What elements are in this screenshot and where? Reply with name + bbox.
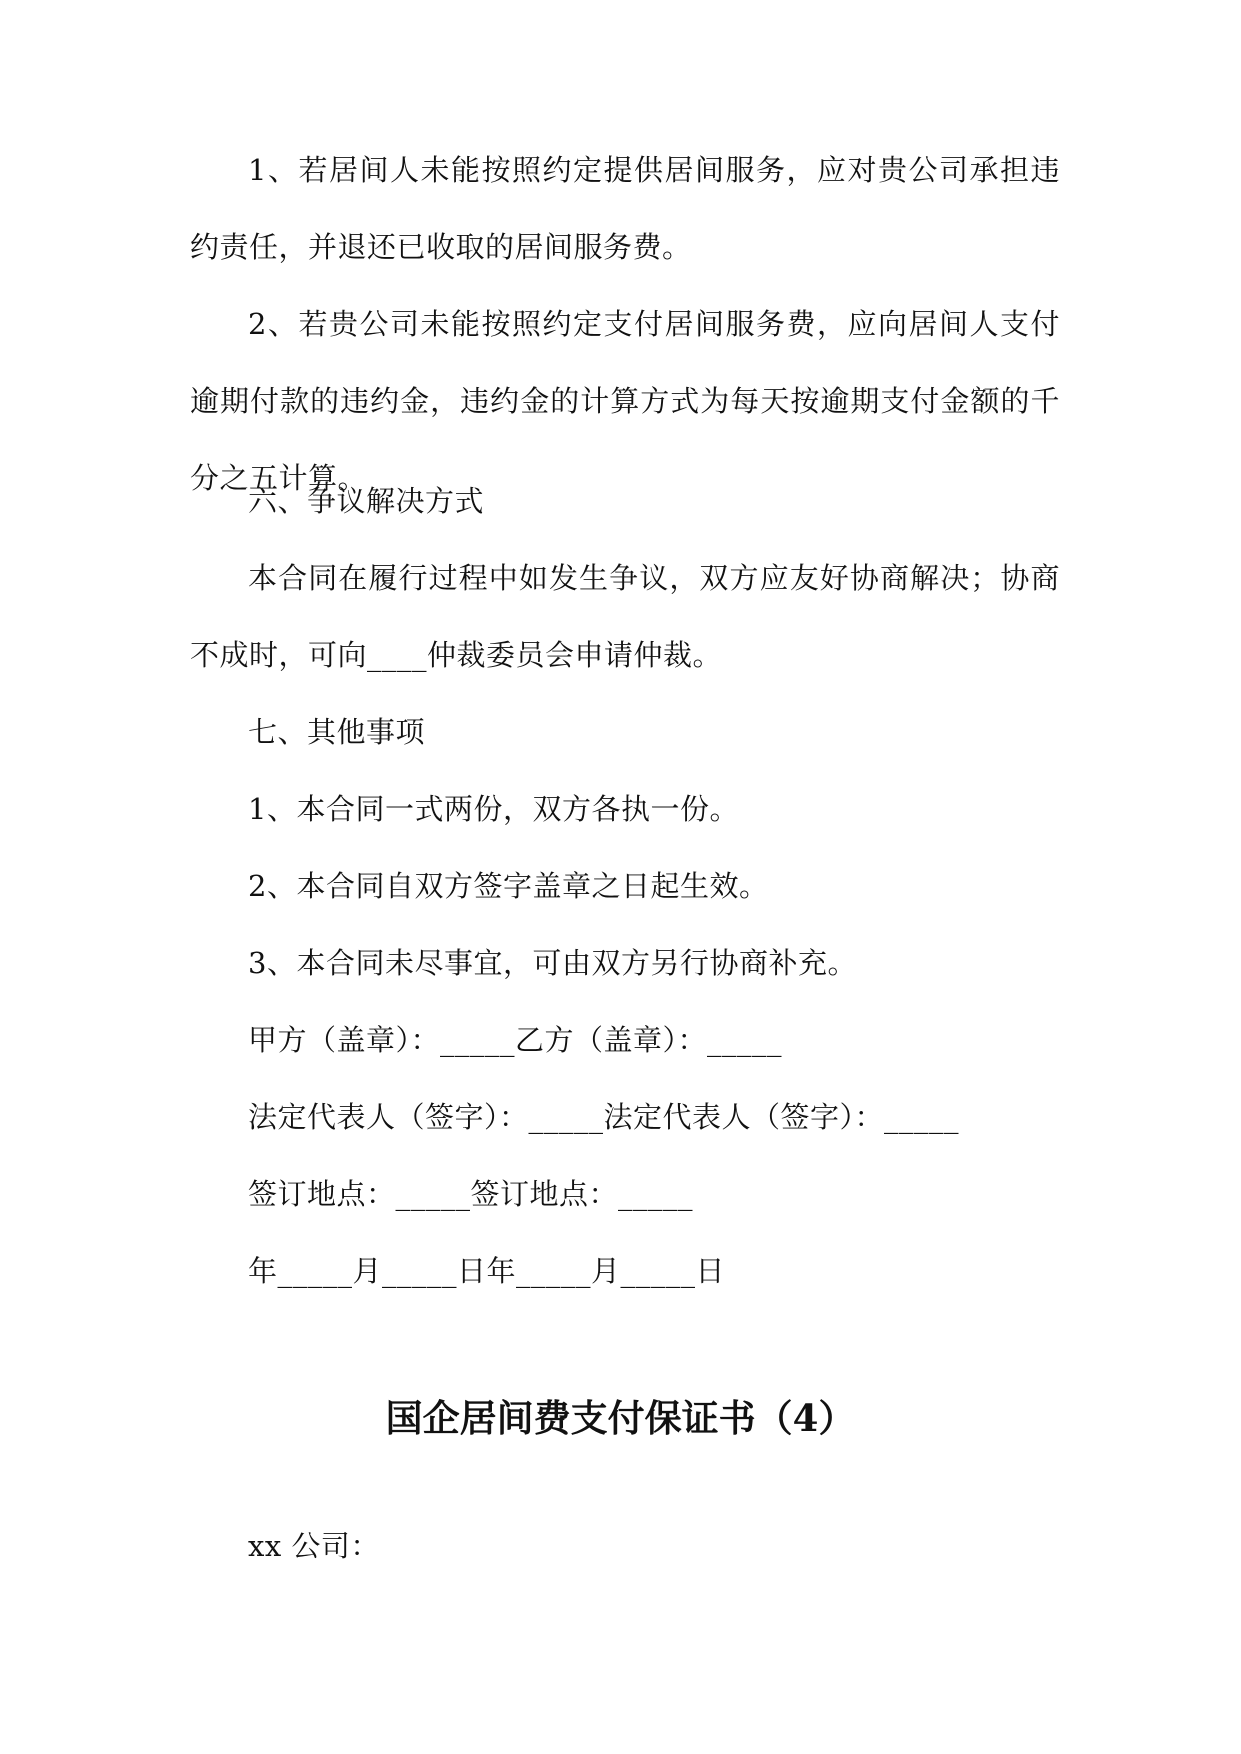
clause-effective: 2、本合同自双方签字盖章之日起生效。	[248, 869, 769, 903]
signing-date-line: 年_____月_____日年_____月_____日	[248, 1254, 726, 1288]
clause-copies: 1、本合同一式两份，双方各执一份。	[248, 792, 739, 826]
heading-dispute-resolution: 六、争议解决方式	[248, 484, 485, 518]
signature-parties-line: 甲方（盖章）：_____乙方（盖章）：_____	[248, 1023, 783, 1057]
salutation: xx 公司：	[248, 1529, 380, 1563]
clause-breach-company: 2、若贵公司未能按照约定支付居间服务费，应向居间人支付逾期付款的违约金，违约金的计算方式为每天按逾期支付金额的千分之五计算。	[190, 307, 1060, 495]
signing-place-line: 签订地点：_____签订地点：_____	[248, 1177, 694, 1211]
clause-supplement: 3、本合同未尽事宜，可由双方另行协商补充。	[248, 946, 857, 980]
clause-breach-intermediary: 1、若居间人未能按照约定提供居间服务，应对贵公司承担违约责任，并退还已收取的居间服务费。	[190, 153, 1060, 264]
clause-dispute-arbitration: 本合同在履行过程中如发生争议，双方应友好协商解决；协商不成时，可向____仲裁委员会申请仲裁。	[190, 561, 1060, 672]
heading-other-matters: 七、其他事项	[248, 715, 426, 749]
section-title: 国企居间费支付保证书（4）	[385, 1396, 856, 1440]
signature-representatives-line: 法定代表人（签字）：_____法定代表人（签字）：_____	[248, 1100, 960, 1134]
